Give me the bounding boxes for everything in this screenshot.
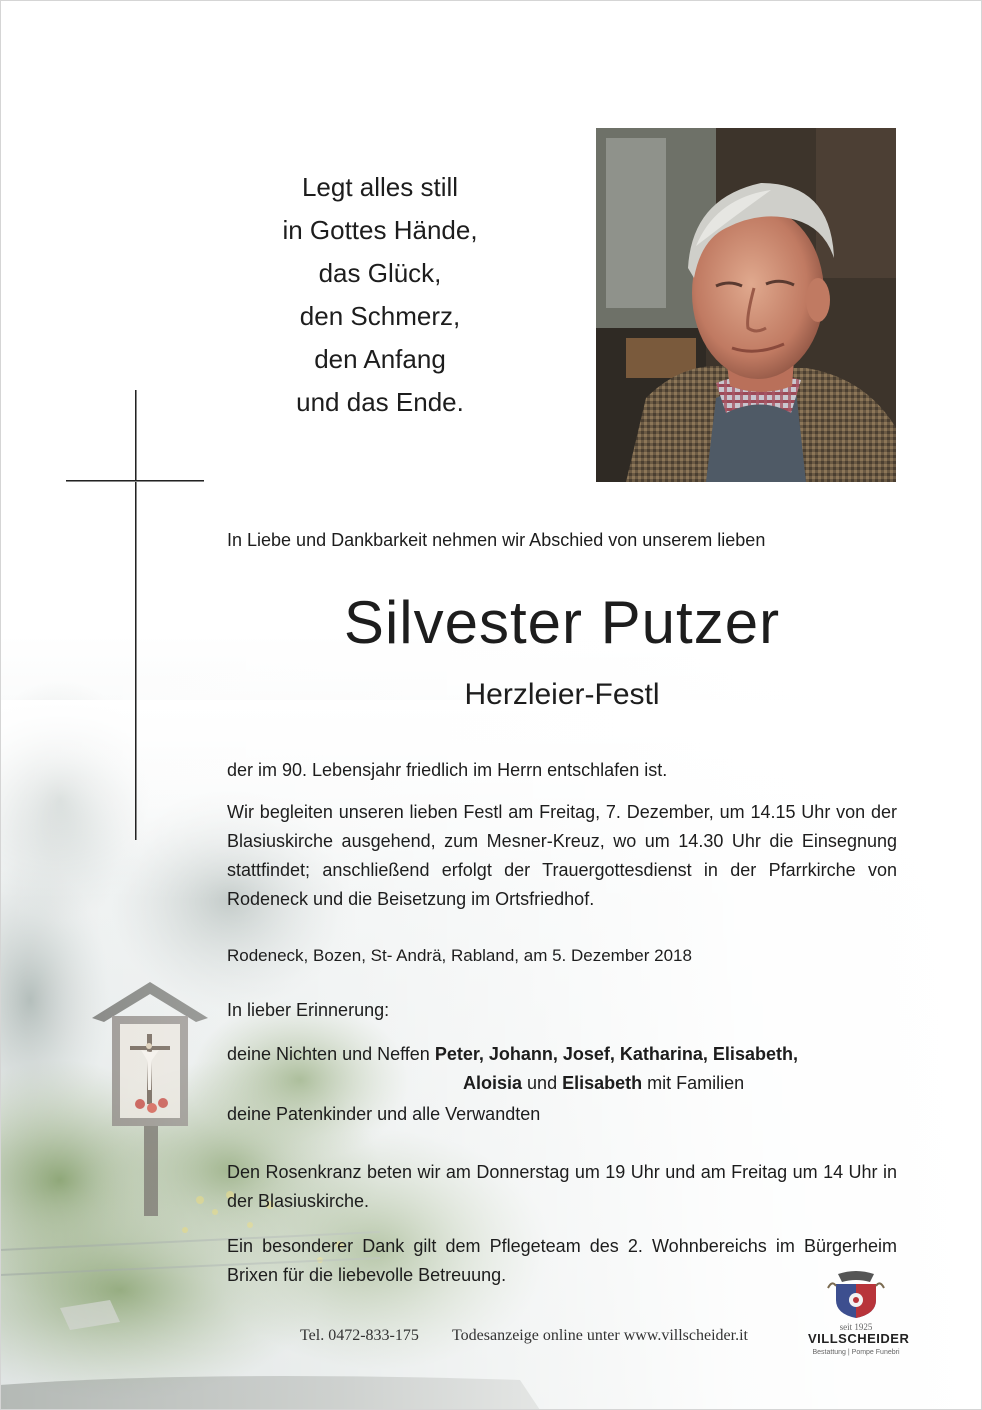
deceased-name: Silvester Putzer <box>343 589 781 656</box>
deceased-alias: Herzleier-Festl <box>464 678 660 711</box>
family-and: und <box>527 1073 558 1093</box>
motto-line: das Glück, <box>318 258 442 288</box>
age-line: der im 90. Lebensjahr friedlich im Herrn entschlafen ist. <box>227 760 668 780</box>
logo-since: seit 1925 <box>839 1322 873 1332</box>
motto-line: Legt alles still <box>301 172 459 202</box>
motto-line: den Schmerz, <box>299 301 461 331</box>
logo-subtitle: Bestattung | Pompe Funebri <box>812 1349 900 1356</box>
place-date: Rodeneck, Bozen, St- Andrä, Rabland, am 5. Dezember 2018 <box>227 946 692 965</box>
rosary-text: Den Rosenkranz beten wir am Donnerstag um 19 Uhr und am Freitag um 14 Uhr in der Blasiuskirche. <box>227 1162 897 1211</box>
motto-line: in Gottes Hände, <box>282 215 478 245</box>
villscheider-logo <box>808 1268 910 1378</box>
motto-poem <box>230 166 530 424</box>
family-suffix: mit Familien <box>647 1073 745 1093</box>
family-names: Peter, Johann, Josef, Katharina, Elisabeth, <box>434 1044 798 1064</box>
memory-heading: In lieber Erinnerung: <box>227 1000 390 1020</box>
footer-online-link[interactable]: Todesanzeige online unter www.villscheider.it <box>452 1327 748 1344</box>
thanks-text: Ein besonderer Dank gilt dem Pflegeteam des 2. Wohnbereichs im Bürgerheim Brixen für die liebevolle Betreuung. <box>227 1236 897 1285</box>
godchildren-line: deine Patenkinder und alle Verwandten <box>227 1104 541 1124</box>
cross-horizontal-bar <box>66 480 204 481</box>
family-name-elisabeth: Elisabeth <box>562 1073 643 1093</box>
family-intro: deine Nichten und Neffen <box>227 1044 430 1064</box>
logo-brand: VILLSCHEIDER <box>808 1331 910 1346</box>
funeral-details: Wir begleiten unseren lieben Festl am Freitag, 7. Dezember, um 14.15 Uhr von der Blasiuskirche ausgehend, zum Mesner-Kreuz, wo um 14.30 Uhr die Einsegnung stattfindet; anschließend erfolgt der Trauergottesdienst in der Pfarrkirche von Rodeneck und die Beisetzung im Ortsfriedhof. <box>227 802 897 909</box>
coat-of-arms-icon <box>808 1268 904 1320</box>
family-line-2 <box>463 1073 744 1094</box>
family-name-aloisia: Aloisia <box>463 1073 523 1093</box>
intro-text: In Liebe und Dankbarkeit nehmen wir Abschied von unserem lieben <box>227 530 766 550</box>
footer-phone: Tel. 0472-833-175 <box>300 1327 419 1344</box>
motto-line: und das Ende. <box>296 387 464 417</box>
cross-vertical-bar <box>135 390 136 840</box>
family-line-1 <box>227 1044 798 1065</box>
portrait-photo <box>596 128 896 482</box>
motto-line: den Anfang <box>314 344 446 374</box>
